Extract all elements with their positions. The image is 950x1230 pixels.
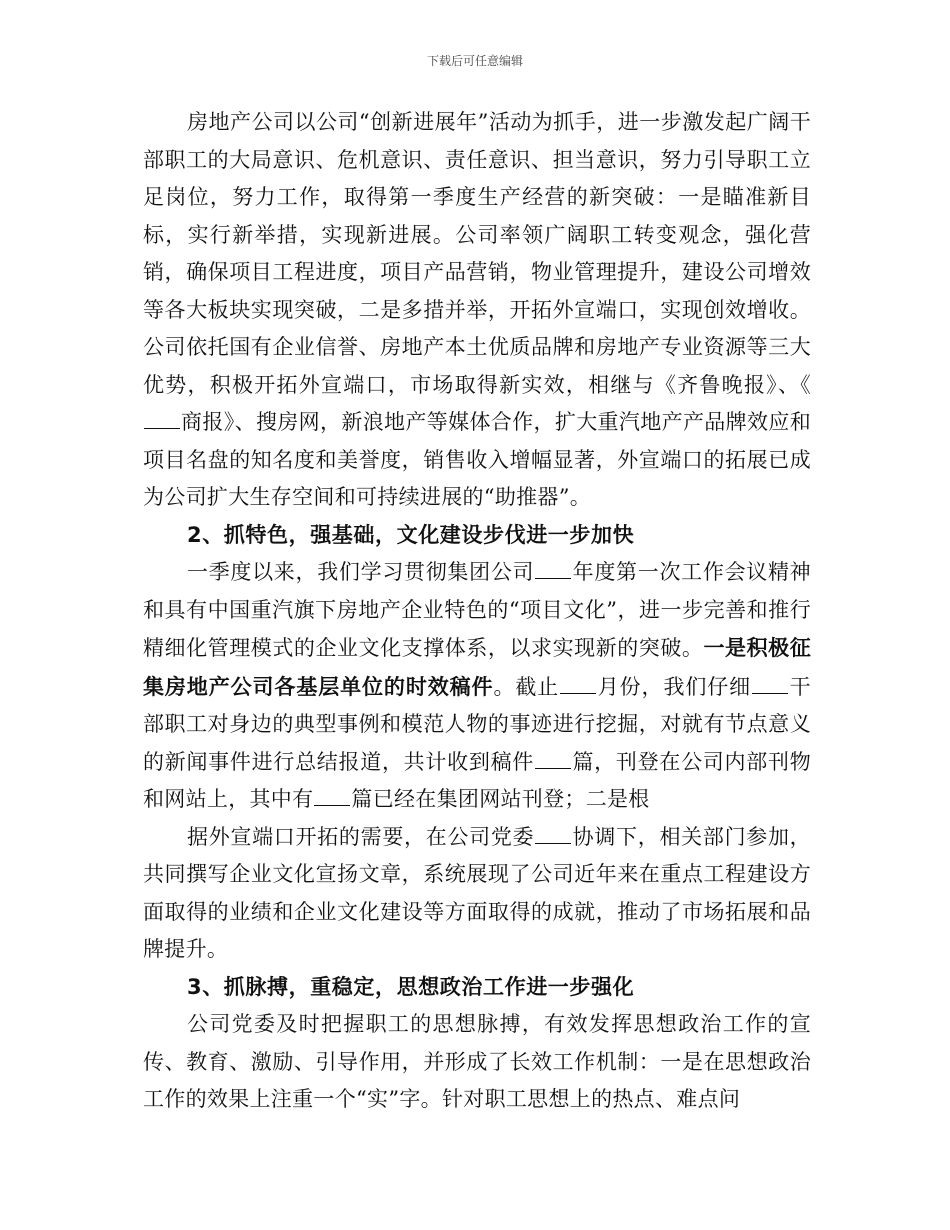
- fill-in-blank: [535, 842, 571, 844]
- page-header-note: 下载后可任意编辑: [426, 54, 523, 68]
- paragraph-3-text-b: 协调下，相关部门参加，共同撰写企业文化宣扬文章，系统展现了公司近年来在重点工程建设方面取得的业绩和企业文化建设等方面取得的成就，推动了市场拓展和品牌提升。: [143, 824, 811, 961]
- document-body: [143, 104, 811, 1119]
- paragraph-1-text: 房地产公司以公司“创新进展年”活动为抓手，进一步激发起广阔干部职工的大局意识、危机意识、责任意识、担当意识，努力引导职工立足岗位，努力工作，取得第一季度生产经营的新突破：一是瞄准新目标，实行新举措，实现新进展。公司率领广阔职工转变观念，强化营销，确保项目工程进度，项目产品营销，物业管理提升，建设公司增效等各大板块实现突破，二是多措并举，开拓外宣端口，实现创效增收。公司依托国有企业信誉、房地产本土优质品牌和房地产专业资源等三大优势，积极开拓外宣端口，市场取得新实效，相继与《齐鲁晚报》、《: [143, 110, 811, 397]
- paragraph-2-text-c: 。截止: [493, 674, 560, 699]
- fill-in-blank: [752, 692, 788, 694]
- fill-in-blank: [144, 427, 180, 429]
- paragraph-2-text-f: 篇，刊登在公司内部刊物和网站上，其中有: [143, 749, 811, 811]
- paragraph-1-text-continued: 商报》、搜房网，新浪地产等媒体合作，扩大重汽地产产品牌效应和项目名盘的知名度和美誉度，销售收入增幅显著，外宣端口的拓展已成为公司扩大生存空间和可持续进展的“助推器”。: [143, 410, 811, 509]
- paragraph-2-text-b: 年度第一次工作会议精神和具有中国重汽旗下房地产企业特色的“项目文化”，进一步完善和推行精细化管理模式的企业文化支撑体系，以求实现新的突破。: [143, 560, 811, 660]
- paragraph-2-text-e: 干部职工对身边的典型事例和模范人物的事迹进行挖掘，对就有节点意义的新闻事件进行总结报道，共计收到稿件: [143, 674, 811, 774]
- fill-in-blank: [314, 804, 350, 806]
- fill-in-blank: [560, 692, 596, 694]
- paragraph-2: [143, 554, 811, 819]
- paragraph-2-text-d: 月份，我们仔细: [597, 674, 752, 699]
- paragraph-3: [143, 819, 811, 969]
- paragraph-4: 公司党委及时把握职工的思想脉搏，有效发挥思想政治工作的宣传、教育、激励、引导作用，并形成了长效工作机制：一是在思想政治工作的效果上注重一个“实”字。针对职工思想上的热点、难点问: [143, 1012, 811, 1111]
- paragraph-2-bold-text: 一是积极征集房地产公司各基层单位的时效稿件: [143, 635, 811, 699]
- paragraph-2-text-a: 一季度以来，我们学习贯彻集团公司: [187, 560, 535, 584]
- paragraph-2-text-g: 篇已经在集团网站刊登；二是根: [351, 787, 650, 811]
- paragraph-3-text-a: 据外宣端口开拓的需要，在公司党委: [187, 824, 535, 849]
- section-heading-2: 2、抓特色，强基础，文化建设步伐进一步加快: [187, 522, 635, 547]
- paragraph-1: [143, 104, 811, 517]
- section-heading-3: 3、抓脉搏，重稳定，思想政治工作进一步强化: [187, 974, 635, 999]
- fill-in-blank: [535, 577, 571, 579]
- fill-in-blank: [535, 767, 571, 769]
